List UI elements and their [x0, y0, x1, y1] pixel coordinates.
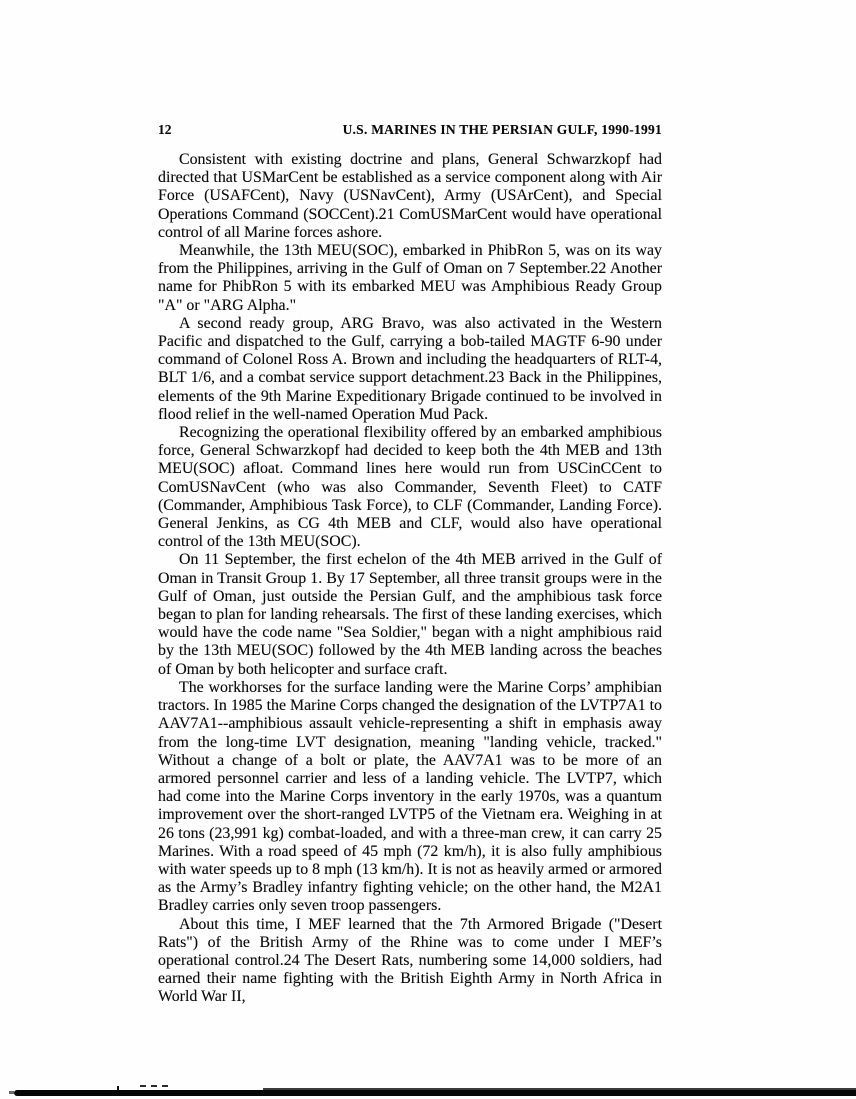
paragraph: Meanwhile, the 13th MEU(SOC), embarked in PhibRon 5, was on its way from the Philippines, arriving in the Gulf of Oman on 7 September.22 Another name for PhibRon 5 with its embarked MEU was Amphibious Ready Group "A" or "ARG Alpha."	[158, 242, 662, 314]
body-text	[158, 151, 662, 1007]
paragraph: On 11 September, the first echelon of the 4th MEB arrived in the Gulf of Oman in Transit Group 1. By 17 September, all three transit groups were in the Gulf of Oman, just outside the Persian Gulf, and the amphibious task force began to plan for landing rehearsals. The first of these landing exercises, which would have the code name "Sea Soldier," began with a night amphibious raid by the 13th MEU(SOC) followed by the 4th MEB landing across the beaches of Oman by both helicopter and surface craft.	[158, 551, 662, 678]
paragraph: The workhorses for the surface landing were the Marine Corps’ amphibian tractors. In 1985 the Marine Corps changed the designation of the LVTP7A1 to AAV7A1--amphibious assault vehicle-representing a shift in emphasis away from the long-time LVT designation, meaning "landing vehicle, tracked." Without a change of a bolt or plate, the AAV7A1 was to be more of an armored personnel carrier and less of a landing vehicle. The LVTP7, which had come into the Marine Corps inventory in the early 1970s, was a quantum improvement over the short-ranged LVTP5 of the Vietnam era. Weighing in at 26 tons (23,991 kg) combat-loaded, and with a three-man crew, it can carry 25 Marines. With a road speed of 45 mph (72 km/h), it is also fully amphibious with water speeds up to 8 mph (13 km/h). It is not as heavily armed or armored as the Army’s Bradley infantry fighting vehicle; on the other hand, the M2A1 Bradley carries only seven troop passengers.	[158, 678, 662, 915]
paragraph: Recognizing the operational flexibility offered by an embarked amphibious force, General Schwarzkopf had decided to keep both the 4th MEB and 13th MEU(SOC) afloat. Command lines here would run from USCinCCent to ComUSNavCent (who was also Commander, Seventh Fleet) to CATF (Commander, Amphibious Task Force), to CLF (Commander, Landing Force). General Jenkins, as CG 4th MEB and CLF, would also have operational control of the 13th MEU(SOC).	[158, 424, 662, 551]
scan-band	[14, 1090, 856, 1096]
running-header	[158, 122, 662, 138]
paragraph: About this time, I MEF learned that the 7th Armored Brigade ("Desert Rats") of the British Army of the Rhine was to come under I MEF’s operational control.24 The Desert Rats, numbering some 14,000 soldiers, had earned their name fighting with the British Eighth Army in North Africa in World War II,	[158, 915, 662, 1006]
scan-dashes	[140, 1085, 168, 1087]
paragraph: Consistent with existing doctrine and plans, General Schwarzkopf had directed that USMarCent be established as a service component along with Air Force (USAFCent), Navy (USNavCent), Army (USArCent), and Special Operations Command (SOCCent).21 ComUSMarCent would have operational control of all Marine forces ashore.	[158, 151, 662, 241]
page-number: 12	[158, 122, 172, 137]
paragraph: A second ready group, ARG Bravo, was also activated in the Western Pacific and dispatched to the Gulf, carrying a bob-tailed MAGTF 6-90 under command of Colonel Ross A. Brown and including the headquarters of RLT-4, BLT 1/6, and a combat service support detachment.23 Back in the Philippines, elements of the 9th Marine Expeditionary Brigade continued to be involved in flood relief in the well-named Operation Mud Pack.	[158, 314, 662, 423]
running-title: U.S. MARINES IN THE PERSIAN GULF, 1990-1991	[342, 122, 662, 137]
